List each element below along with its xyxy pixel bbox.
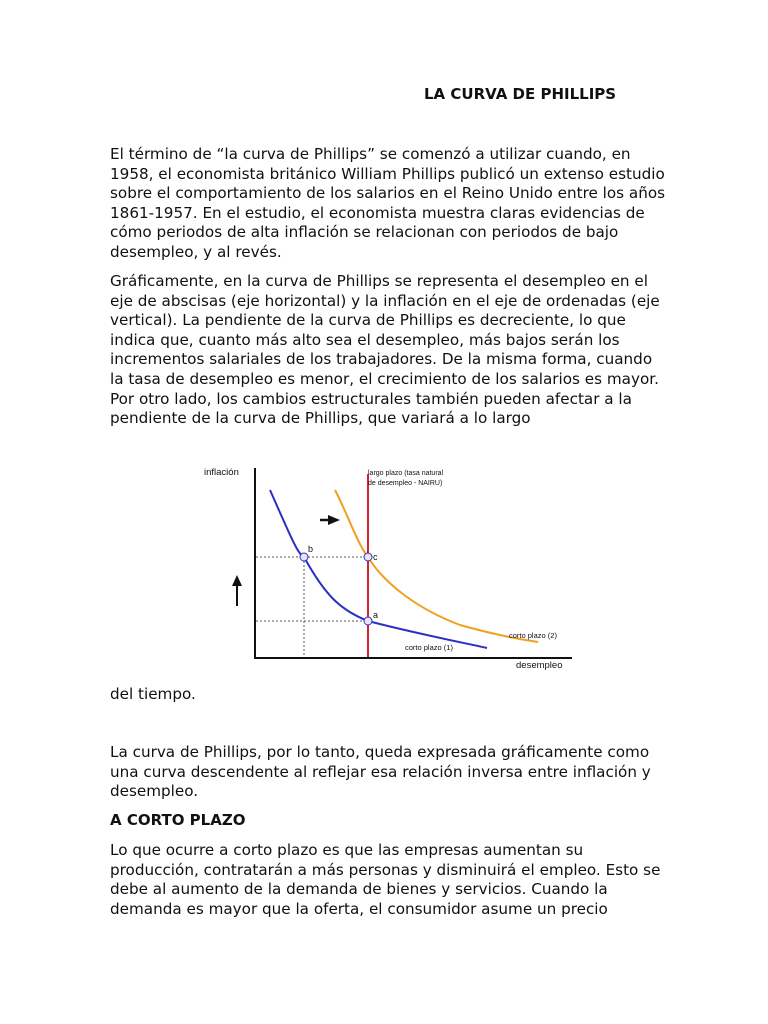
paragraph-intro: El término de “la curva de Phillips” se comenzó a utilizar cuando, en 1958, el economista británico William Phillips publicó un extenso estudio sobre el comportamiento de los salarios en el Reino Unido entre los años 1861-1957. En el estudio, el economista muestra claras evidencias de cómo periodos de alta inflación se relacionan con periodos de bajo desempleo, y al revés. — [110, 145, 666, 261]
paragraph-corto-plazo: Lo que ocurre a corto plazo es que las empresas aumentan su producción, contratarán a más personas y disminuirá el empleo. Esto se debe al aumento de la demanda de bienes y servicios. Cuando la demanda es mayor que la oferta, el consumidor asume un precio — [110, 841, 661, 918]
point-c-label: c — [373, 552, 378, 562]
y-axis-label: inflación — [204, 467, 239, 478]
long-run-label-line1: largo plazo (tasa natural — [368, 470, 444, 477]
arrow-up-icon — [232, 575, 242, 606]
paragraph-conclusion: La curva de Phillips, por lo tanto, queda expresada gráficamente como una curva descendente al reflejar esa relación inversa entre inflación y desempleo. — [110, 743, 651, 801]
curve-1-label: corto plazo (1) — [405, 643, 453, 652]
long-run-label-line2: de desempleo - NAIRU) — [368, 480, 443, 487]
point-b-label: b — [308, 544, 314, 554]
section-heading-corto-plazo: A CORTO PLAZO — [110, 811, 246, 829]
document-title: LA CURVA DE PHILLIPS — [424, 85, 617, 103]
short-run-curve-1 — [270, 490, 487, 648]
paragraph-graphic: Gráficamente, en la curva de Phillips se representa el desempleo en el eje de abscisas (eje horizontal) y la inflación en el eje de ordenadas (eje vertical). La pendiente de la curva de Phillips es decreciente, lo que indica que, cuanto más alto sea el desempleo, más bajos serán los incrementos salariales de los trabajadores. De la misma forma, cuando la tasa de desempleo es menor, el crecimiento de los salarios es mayor. Por otro lado, los cambios estructurales también pueden afectar a la pendiente de la curva de Phillips, que variará a lo largo — [110, 272, 660, 428]
point-c-marker — [364, 553, 372, 561]
point-b-marker — [300, 553, 308, 561]
x-axis-label: desempleo — [516, 660, 563, 671]
paragraph-graphic-continued: del tiempo. — [110, 685, 196, 703]
point-a-marker — [364, 617, 372, 625]
point-a-label: a — [373, 610, 379, 620]
curve-2-label: corto plazo (2) — [509, 631, 557, 640]
arrow-right-icon — [320, 515, 340, 525]
phillips-curve-chart — [200, 460, 600, 675]
